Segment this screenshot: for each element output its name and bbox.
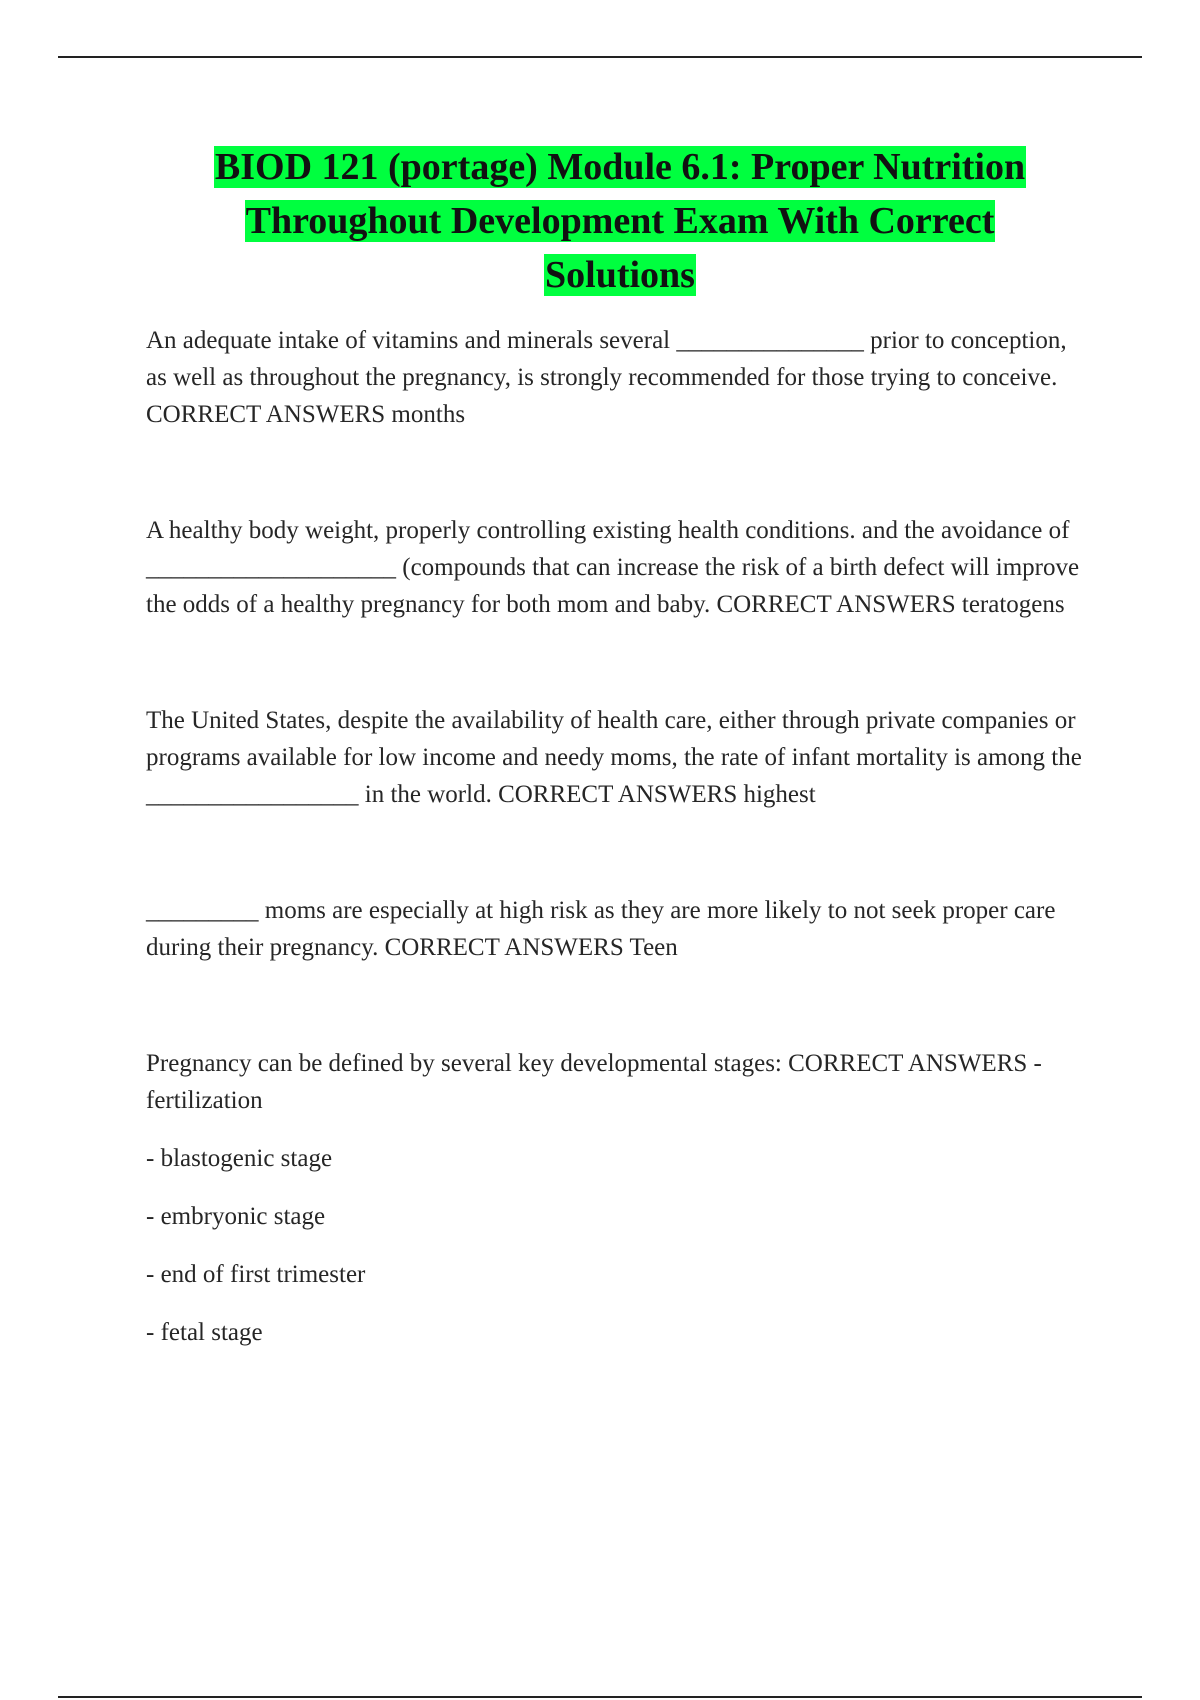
bottom-rule [58, 1696, 1142, 1698]
question-1: An adequate intake of vitamins and minerals several _______________ prior to conception, as well as throughout the pregnancy, is strongly recommended for those trying to conceive. CORRECT ANSWERS months [146, 327, 1067, 428]
stage-list [146, 1140, 1086, 1351]
stage-item-end-first-trimester: - end of first trimester [146, 1261, 366, 1288]
question-2: A healthy body weight, properly controlling existing health conditions. and the avoidance of ____________________ (compounds that can increase the risk of a birth defect will improve the odds of a healthy pregnancy for both mom and baby. CORRECT ANSWERS teratogens [146, 517, 1080, 618]
title-line-2: Throughout Development Exam With Correct [245, 200, 995, 242]
question-4: _________ moms are especially at high risk as they are more likely to not seek proper care during their pregnancy. CORRECT ANSWERS Teen [146, 897, 1056, 961]
question-3: The United States, despite the availability of health care, either through private companies or programs available for low income and needy moms, the rate of infant mortality is among the _________________ in the world. CORRECT ANSWERS highest [146, 707, 1082, 808]
title-line-1: BIOD 121 (portage) Module 6.1: Proper Nutrition [214, 146, 1026, 188]
title-line-3: Solutions [545, 254, 695, 296]
document-title [140, 140, 1100, 302]
top-rule [58, 56, 1142, 58]
stage-item-fetal: - fetal stage [146, 1319, 263, 1346]
document-body [146, 322, 1086, 1351]
stage-item-embryonic: - embryonic stage [146, 1203, 326, 1230]
stage-item-blastogenic: - blastogenic stage [146, 1145, 333, 1172]
question-5: Pregnancy can be defined by several key developmental stages: CORRECT ANSWERS -fertilization [146, 1050, 1042, 1114]
